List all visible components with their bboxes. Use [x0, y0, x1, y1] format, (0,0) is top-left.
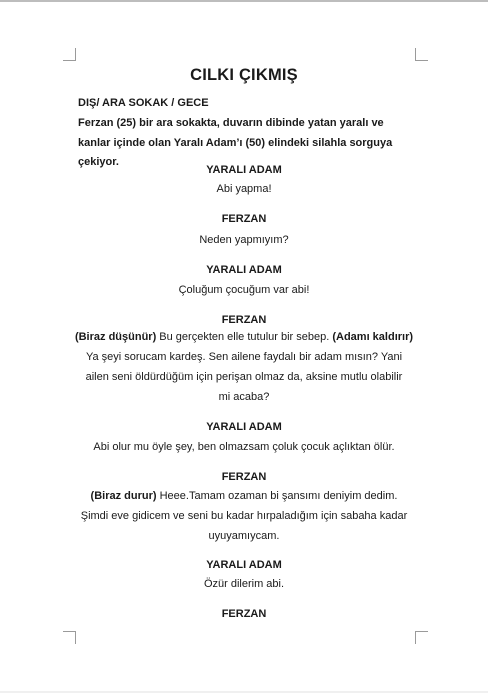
top-border — [0, 0, 488, 2]
character-name: FERZAN — [221, 471, 267, 483]
corner-mark-bottom-right — [415, 631, 428, 644]
scene-heading: DIŞ/ ARA SOKAK / GECE — [78, 97, 209, 109]
character-name: FERZAN — [221, 314, 267, 326]
dialogue-line: Ya şeyi sorucam kardeş. Sen ailene faydalı bir adam mısın? Yani — [85, 351, 403, 363]
dialogue-line: uyuyamıycam. — [208, 530, 280, 542]
dialogue-line: mi acaba? — [218, 391, 270, 403]
script-title: CILKI ÇIKMIŞ — [190, 66, 298, 84]
dialogue-line — [60, 327, 428, 347]
dialogue-text: Bu gerçekten elle tutulur bir sebep. — [156, 331, 333, 343]
dialogue: Abi olur mu öyle şey, ben olmazsam çoluk çocuk açlıktan ölür. — [93, 441, 395, 453]
dialogue-line: Şimdi eve gidicem ve seni bu kadar hırpaladığım için sabaha kadar — [80, 510, 408, 522]
character-name: YARALI ADAM — [206, 164, 282, 176]
dialogue: Çoluğum çocuğum var abi! — [178, 284, 310, 296]
dialogue-text: Heee.Tamam ozaman bi şansımı deniyim dedim. — [156, 490, 398, 502]
corner-mark-top-right — [415, 48, 428, 61]
character-name: FERZAN — [221, 213, 267, 225]
corner-mark-top-left — [63, 48, 76, 61]
dialogue: Abi yapma! — [216, 183, 272, 195]
parenthetical: (Biraz düşünür) — [74, 331, 157, 343]
character-name: YARALI ADAM — [206, 559, 282, 571]
character-name: YARALI ADAM — [206, 421, 282, 433]
dialogue: Özür dilerim abi. — [203, 578, 285, 590]
dialogue-line — [60, 486, 428, 506]
parenthetical: (Adamı kaldırır) — [332, 331, 414, 343]
parenthetical: (Biraz durur) — [90, 490, 157, 502]
character-name: YARALI ADAM — [206, 264, 282, 276]
action-line: Ferzan (25) bir ara sokakta, duvarın dibinde yatan yaralı ve kanlar içinde olan Yaralı Adam’ı (50) elindeki silahla sorguya çekiyor. — [78, 117, 393, 168]
character-name: FERZAN — [221, 608, 267, 620]
dialogue-line: ailen seni öldürdüğüm için perişan olmaz da, aksine mutlu olabilir — [85, 371, 403, 383]
dialogue: Neden yapmıyım? — [199, 234, 289, 246]
corner-mark-bottom-left — [63, 631, 76, 644]
